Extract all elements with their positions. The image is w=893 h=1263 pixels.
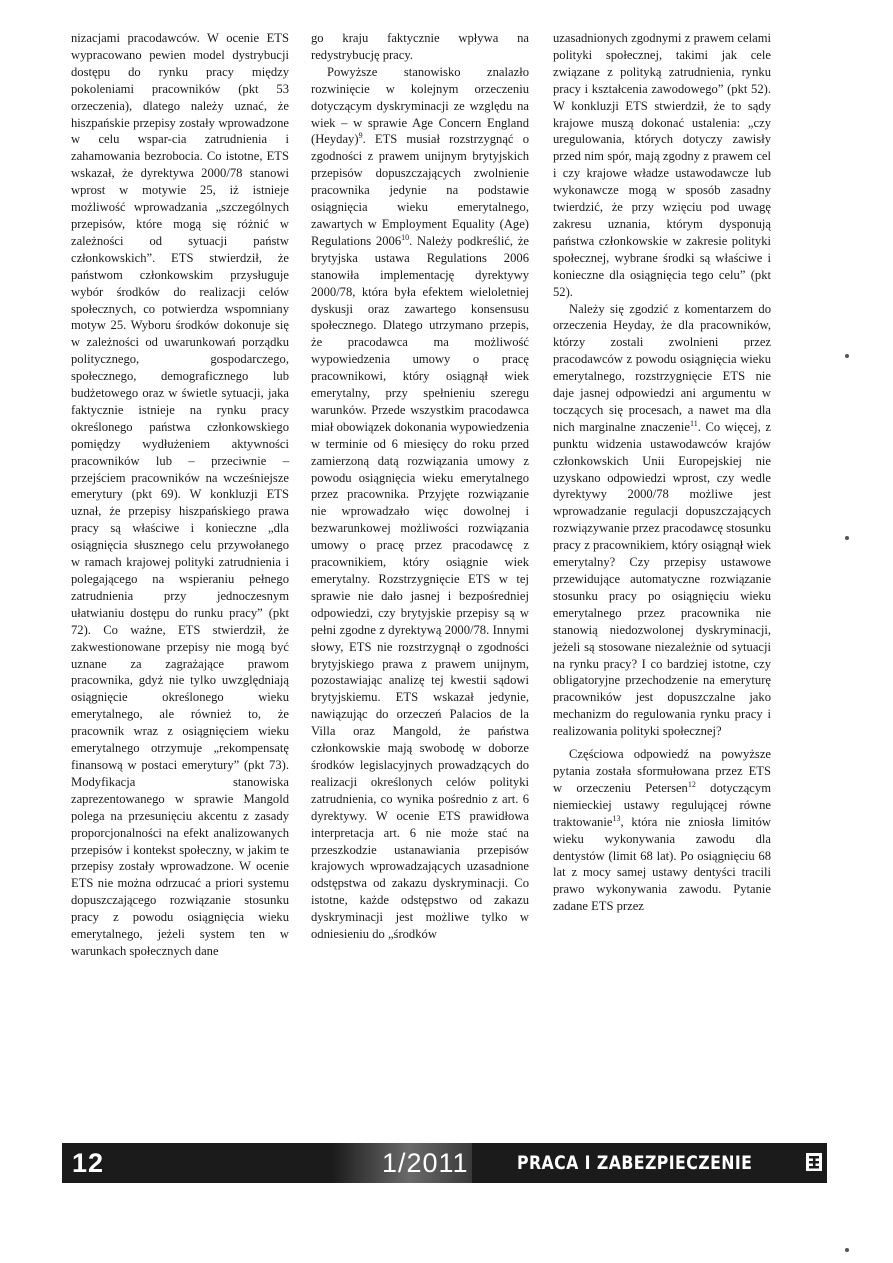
footer-bar [62, 1143, 827, 1204]
footnote-ref: 13 [612, 813, 621, 823]
paragraph: nizacjami pracodawców. W ocenie ETS wypracowano pewien model dystrybucji dostępu do rynku pracy między pokoleniami pracowników (pkt 53 orzeczenia), dlatego należy uznać, że hiszpańskie przepisy zostały wprowadzone w celu wspar-cia zatrudnienia i zahamowania bezrobocia. Co istotne, ETS wskazał, że dyrektywa 2000/78 stanowi wprost w motywie 25, iż istnieje możliwość wprowadzania „szczególnych przepisów, które mogą się różnić w zależności od sytuacji państw członkowskich”. ETS stwierdził, że państwom członkowskim przysługuje wybór środków do realizacji celów społecznych, co potwierdza wspomniany motyw 25. Wyboru środków dokonuje się w zależności od uwarunkowań porządku politycznego, gospodarczego, społecznego, demograficznego lub budżetowego oraz w świetle sytuacji, jaka faktycznie istnieje na rynku pracy określonego państwa członkowskiego pomiędzy wydłużeniem aktywności pracowników lub – przeciwnie – przejściem pracowników na wcześniejsze emerytury (pkt 69). W konkluzji ETS uznał, że przepisy hiszpańskiego prawa pracy są właściwe i konieczne „dla osiągnięcia słusznego celu przywołanego w ramach krajowej polityki zatrudnienia i polegającego na wspieraniu pełnego zatrudnienia przy jednoczesnym ułatwianiu dostępu do runku pracy” (pkt 72). Co ważne, ETS stwierdził, że zakwestionowane przepisy nie mogą być uznane za zagrażające prawom pracownika, gdyż nie tylko uwzględniają osiągnięcie określonego wieku emerytalnego, ale również to, że pracownik wraz z osiągnięciem wieku emerytalnego otrzymuje „rekompensatę finansową w postaci emerytury” (pkt 73). Modyfikacja stanowiska zaprezentowanego w sprawie Mangold polega na przesunięciu akcentu z zasady proporcjonalności na efekt analizowanych przepisów i kontekst społeczny, w jakim te przepisy zostały wprowadzone. W ocenie ETS nie można odrzucać a priori systemu dopuszczającego rozwiązanie stosunku pracy z powodu osiągnięcia wieku emerytalnego, jeżeli system ten w warunkach społecznych dane [71, 31, 289, 958]
text-run: , która nie zniosła limitów wieku wykonywania zawodu dla dentystów (limit 68 lat). Po osiągnięciu 68 lat z mocy samej ustawy dentyści tracili prawo wykonywania zawodu. Pytanie zadane ETS przez [553, 814, 771, 914]
paragraph [553, 746, 771, 915]
paragraph: go kraju faktycznie wpływa na redystrybucję pracy. [311, 31, 529, 62]
paragraph [311, 64, 529, 943]
text-run: . ETS musiał rozstrzygnąć o zgodności z prawem unijnym brytyjskich przepisów dopuszczających zwolnienie pracownika jedynie na podstawie osiągnięcia wieku emerytalnego, zawartych w Employment Equality (Age) Regulations 2006 [311, 132, 529, 248]
paragraph: uzasadnionych zgodnymi z prawem celami polityki społecznej, takimi jak cele związane z polityką zatrudnienia, rynku pracy i kształcenia zawodowego” (pkt 52). W konkluzji ETS stwierdził, że to sądy krajowe muszą dokonać ustalenia: „czy uregulowania, których dotyczy zawisły przed nim spór, mają zgodny z prawem cel i czy krajowe władze ustawodawcze lub wykonawcze mogą w sposób zasadny twierdzić, że przy wzięciu pod uwagę zakresu uznania, którym dysponują państwa członkowskie w zakresie polityki społecznej, wybrane środki są właściwe i konieczne dla osiągnięcia tego celu” (pkt 52). [553, 31, 771, 299]
text-column-2 [311, 30, 529, 943]
text-column-1 [71, 30, 289, 960]
footnote-ref: 9 [358, 131, 363, 141]
text-column-3 [553, 30, 771, 915]
text-run: dotyczącym niemieckiej ustawy regulującej równe traktowanie [553, 780, 771, 829]
issue-number: 1/2011 [382, 1148, 469, 1178]
footnote-ref: 12 [687, 779, 696, 789]
scan-speck [845, 1248, 849, 1252]
page-number: 12 [72, 1148, 105, 1178]
text-run: . Co więcej, z punktu widzenia ustawodawców krajów członkowskich Unii Europejskiej nie uzyskano odpowiedzi wprost, czy wedle dyrektywy 2000/78 możliwe jest wprowadzanie regulacji dopuszczających rozwiązywanie przez pracodawcę stosunku pracy z pracownikiem, który osiągnął wiek emerytalny? Czy przepisy ustawowe przewidujące automatyczne rozwiązanie stosunku pracy po osiągnięciu wieku emerytalnego przez pracownika nie stanowią niedozwolonej dyskryminacji, jeżeli są stosowane niezależnie od sytuacji na rynku pracy? I co bardziej istotne, czy obligatoryjne przechodzenie na emeryturę pracowników jest dopuszczalne jako mechanizm do regulowania rynku pracy i realizowania polityki społecznej? [553, 419, 772, 739]
text-run: . Należy podkreślić, że brytyjska ustawa Regulations 2006 stanowiła implementację dyrektywy 2000/78, która była efektem wieloletniej dyskusji oraz zawartego konsensusu społecznego. Dlatego utrzymano przepis, że pracodawca ma możliwość wypowiedzenia umowy o pracę pracownikowi, który osiągnął wiek emerytalny, przy spełnieniu szeregu warunków. Przede wszystkim pracodawca miał obowiązek dokonania wypowiedzenia w terminie od 6 miesięcy do roku przed zamierzoną datą rozwiązania umowy z powodu osiągnięcia wieku emerytalnego przez pracownika. Przyjęte rozwiązanie nie wprowadzało więc dowolnej i bezwarunkowej możliwości rozwiązania umowy o pracę przez pracodawcę z pracownikiem, który osiągnie wiek emerytalny. Rozstrzygnięcie ETS w tej sprawie nie dało jasnej i bezpośredniej odpowiedzi, czy brytyjskie przepisy są w pełni zgodne z dyrektywą 2000/78. Innymi słowy, ETS nie rozstrzygnął o zgodności brytyjskiego prawa z prawem unijnym, pozostawiając analizę tej kwestii sądowi brytyjskiemu. ETS wskazał jedynie, nawiązując do orzeczeń Palacios de la Villa oraz Mangold, że państwa członkowskie mają swobodę w doborze środków legislacyjnych prowadzących do realizacji określonych celów polityki zatrudnienia, co wynika pośrednio z art. 6 dyrektywy. W ocenie ETS prawidłowa interpretacja art. 6 nie może stać na przeszkodzie ustanawiania przepisów krajowych wprowadzających uzasadnione odstępstwa od zakazu dyskryminacji. Co istotne, każde odstępstwo od zakazu dyskryminacji jest możliwe tylko w odniesieniu do „środków [311, 233, 529, 942]
paragraph [553, 301, 771, 741]
magazine-title: PRACA I ZABEZPIECZENIE SPOŁECZNE [517, 1152, 753, 1204]
text-run: Należy się zgodzić z komentarzem do orzeczenia Heyday, że dla pracowników, którzy zostali zwolnieni przez pracodawców z powodu osiągnięcia wieku emerytalnego, rozstrzygnięcie ETS nie daje jasnej odpowiedzi ani argumentu w toczących się procesach, a nawet ma dla nich marginalne znaczenie [553, 301, 771, 434]
text-run: Częściowa odpowiedź na powyższe pytania została sformułowana przez ETS w orzeczeniu Petersen [553, 747, 771, 795]
footnote-ref: 10 [401, 232, 410, 242]
scan-speck [845, 354, 849, 358]
text-run: Powyższe stanowisko znalazło rozwinięcie w kolejnym orzeczeniu dotyczącym dyskryminacji ze względu na wiek – w sprawie Age Concern England (Heyday) [311, 64, 529, 147]
magazine-logo-icon [806, 1153, 822, 1171]
footnote-ref: 11 [689, 418, 698, 428]
scan-speck [845, 536, 849, 540]
